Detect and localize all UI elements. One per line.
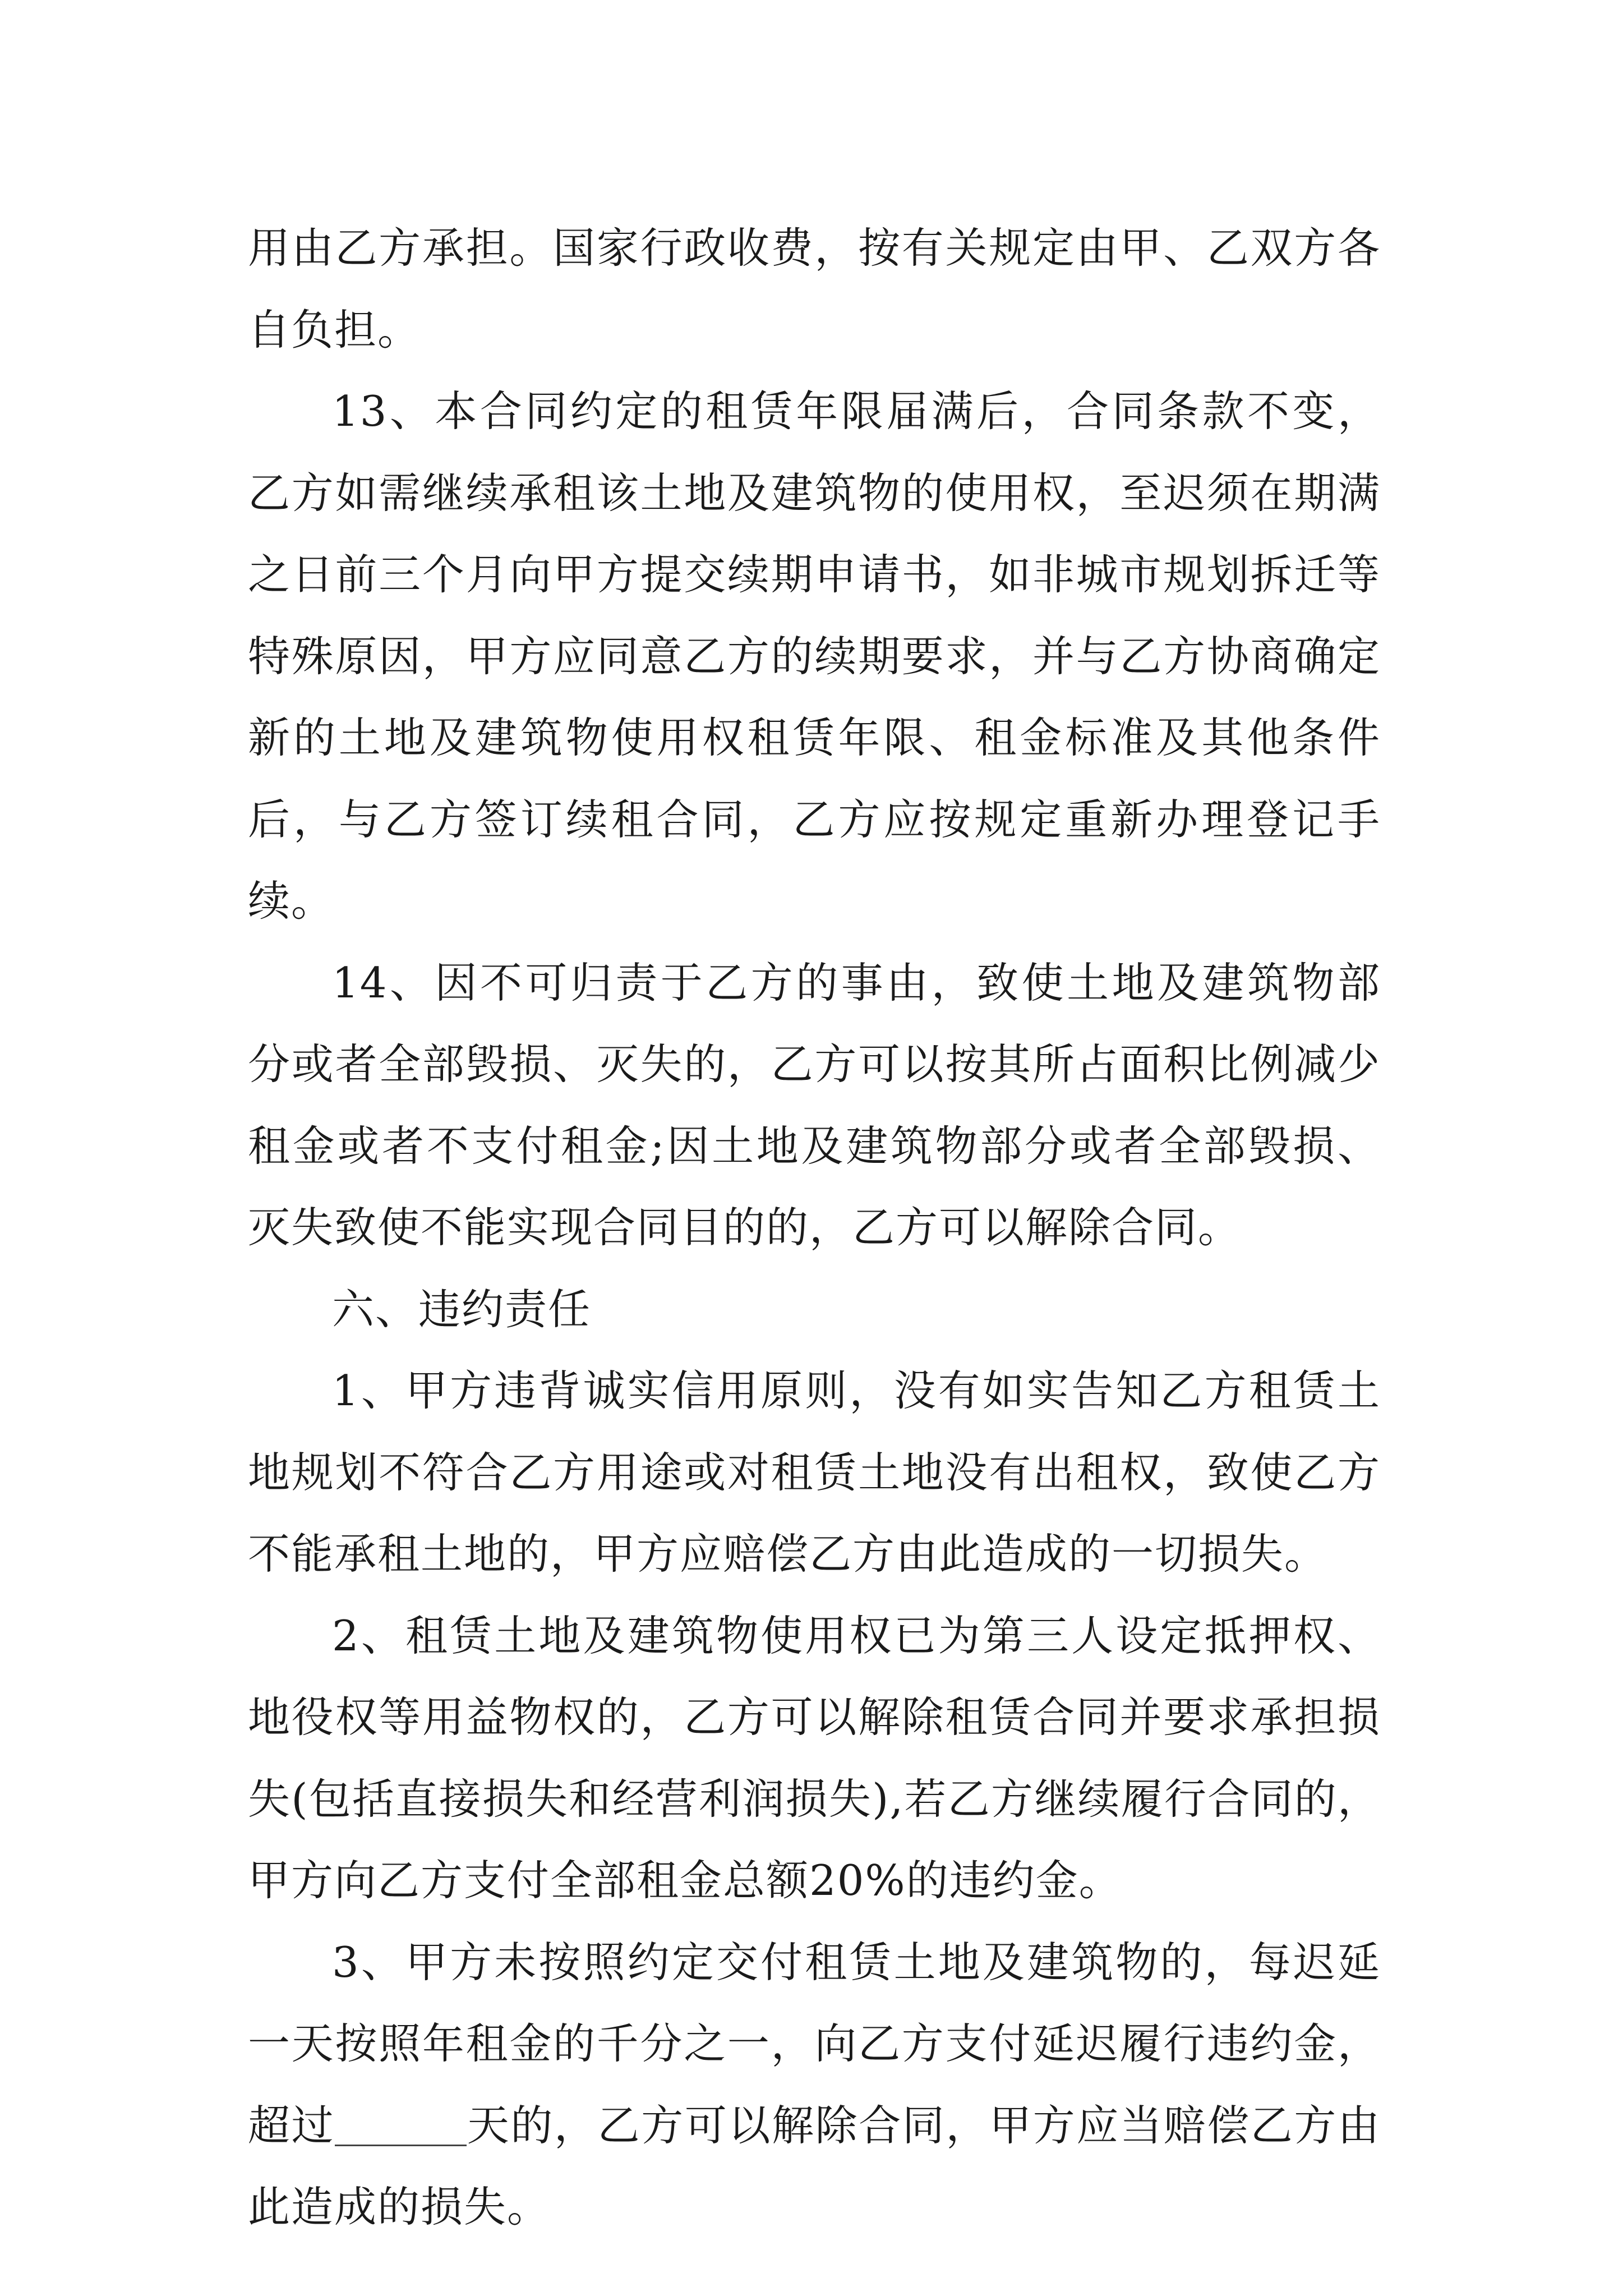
paragraph-liability-2: 2、租赁土地及建筑物使用权已为第三人设定抵押权、地役权等用益物权的，乙方可以解除租赁合同并要求承担损失(包括直接损失和经营利润损失),若乙方继续履行合同的，甲方向乙方支付全部租金总额20%的违约金。 bbox=[248, 1611, 1381, 1905]
paragraph-liability-1: 1、甲方违背诚实信用原则，没有如实告知乙方租赁土地规划不符合乙方用途或对租赁土地没有出租权，致使乙方不能承租土地的，甲方应赔偿乙方由此造成的一切损失。 bbox=[248, 1366, 1381, 1579]
paragraph-clause-13: 13、本合同约定的租赁年限届满后，合同条款不变，乙方如需继续承租该土地及建筑物的使用权，至迟须在期满之日前三个月向甲方提交续期申请书，如非城市规划拆迁等特殊原因，甲方应同意乙方的续期要求，并与乙方协商确定新的土地及建筑物使用权租赁年限、租金标准及其他条件后，与乙方签订续租合同，乙方应按规定重新办理登记手续。 bbox=[248, 386, 1381, 926]
section-heading-liability: 六、违约责任 bbox=[332, 1284, 592, 1334]
paragraph-continued: 用由乙方承担。国家行政收费，按有关规定由甲、乙双方各自负担。 bbox=[248, 223, 1381, 355]
paragraph-clause-14: 14、因不可归责于乙方的事由，致使土地及建筑物部分或者全部毁损、灭失的，乙方可以按其所占面积比例减少租金或者不支付租金;因土地及建筑物部分或者全部毁损、灭失致使不能实现合同目的的，乙方可以解除合同。 bbox=[248, 958, 1381, 1252]
liability-3-text-after: 天的，乙方可以解除合同，甲方应当赔偿乙方由此造成的损失。 bbox=[248, 2100, 1381, 2231]
paragraph-liability-3 bbox=[248, 1922, 1381, 2248]
document-body bbox=[248, 208, 1381, 2248]
fill-in-blank-days bbox=[335, 2102, 467, 2146]
liability-3-text-before: 3、甲方未按照约定交付租赁土地及建筑物的，每迟延一天按照年租金的千分之一，向乙方支付延迟履行违约金，超过 bbox=[248, 1937, 1381, 2150]
